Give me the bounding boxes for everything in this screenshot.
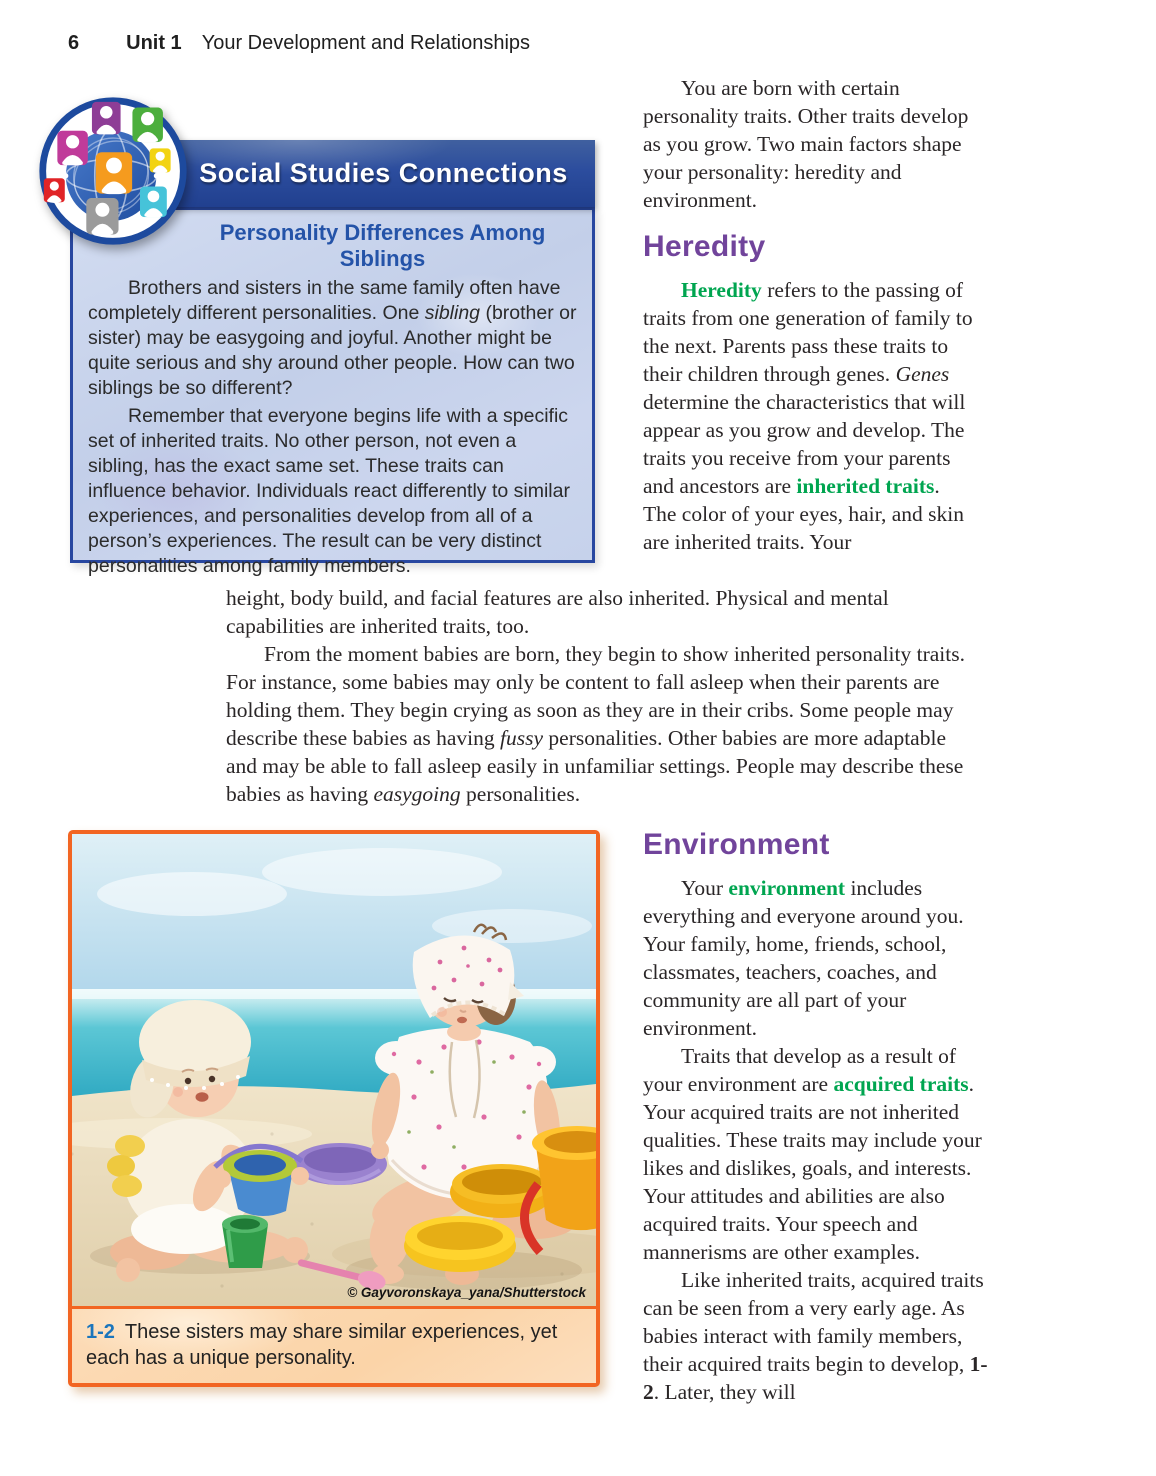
social-studies-sidebar [70, 207, 595, 577]
photo-credit: © Gayvoronskaya_yana/Shutterstock [347, 1285, 586, 1300]
figure-caption-text: These sisters may share similar experiences, yet each has a unique personality. [86, 1321, 558, 1369]
sidebar-subheading: Personality Differences Among Siblings [219, 220, 546, 271]
heredity-heading: Heredity [643, 230, 766, 263]
environment-paragraph-1: Your environment includes everything and everyone around you. Your family, home, friends, school, classmates, teachers, coaches, and community are all part of your environment. [643, 876, 964, 1040]
figure-caption [72, 1306, 596, 1383]
environment-paragraph-3: Like inherited traits, acquired traits can be seen from a very early age. As babies interact with family members, their acquired traits begin to develop, 1-2. Later, they will [643, 1268, 988, 1404]
heredity-continued-block [226, 584, 978, 808]
heredity-paragraph: Heredity refers to the passing of traits from one generation of family to the next. Parents pass these traits to their children through genes. Genes determine the characteristics that will appear as you grow and develop. The traits you receive from your parents and ancestors are inherited traits. The color of your eyes, hair, and skin are inherited traits. Your [643, 278, 973, 554]
figure-1-2 [68, 830, 600, 1387]
sidebar-paragraph: Remember that everyone begins life with a specific set of inherited traits. No other person, not even a sibling, has the exact same set. These traits can influence behavior. Individuals react differently to similar experiences, and personalities develop from all of a person’s experiences. The result can be very distinct personalities among family members. [88, 405, 570, 577]
page-number: 6 [68, 32, 80, 54]
intro-paragraph: You are born with certain personality traits. Other traits develop as you grow. Two main factors shape your personality: heredity and environment. [643, 76, 969, 212]
beach-photo [72, 834, 596, 1306]
figure-number: 1-2 [86, 1321, 115, 1343]
inherited-personality-paragraph: From the moment babies are born, they begin to show inherited personality traits. For instance, some babies may only be content to fall asleep when their parents are holding them. They begin crying as soon as they are in their cribs. Some people may describe these babies as having fussy personalities. Other babies are more adaptable and may be able to fall asleep easily in unfamiliar settings. People may describe these babies as having easygoing personalities. [226, 642, 965, 806]
unit-label: Unit 1 [126, 32, 182, 54]
page-header [68, 32, 968, 55]
environment-column [643, 828, 988, 1406]
people-globe-icon-svg [36, 94, 190, 248]
environment-heading: Environment [643, 828, 830, 861]
green-cup [222, 1215, 268, 1268]
sidebar-header-bar [172, 140, 595, 207]
intro-and-heredity-column [643, 74, 975, 556]
people-globe-icon [36, 94, 190, 248]
beach-photo-illustration [72, 834, 596, 1306]
environment-paragraph-2: Traits that develop as a result of your environment are acquired traits. Your acquired traits are not inherited qualities. These traits may include your likes and dislikes, goals, and interests. Your attitudes and abilities are also acquired traits. Your speech and mannerisms are other examples. [643, 1044, 982, 1264]
sidebar-body [73, 276, 592, 579]
heredity-continued-paragraph: height, body build, and facial features are also inherited. Physical and mental capabilities are inherited traits, too. [226, 586, 889, 638]
sidebar-header-title: Social Studies Connections [199, 158, 568, 188]
sidebar-paragraph: Brothers and sisters in the same family often have completely different personalities. One sibling (brother or sister) may be easygoing and joyful. Another might be quite serious and shy around other people. How can two siblings be so different? [88, 277, 577, 399]
unit-title: Your Development and Relationships [201, 32, 531, 54]
